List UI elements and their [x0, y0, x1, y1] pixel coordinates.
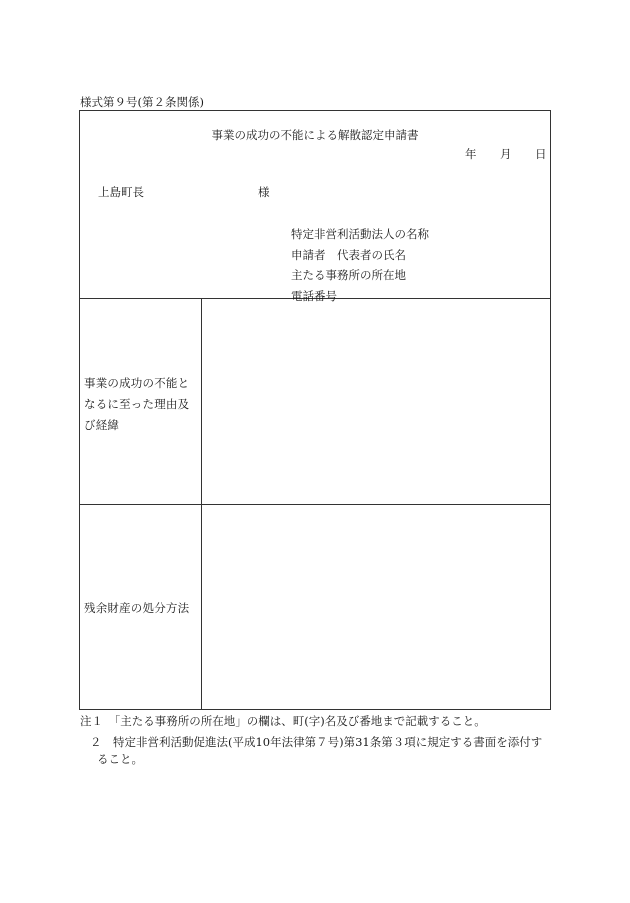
row-divider [79, 504, 551, 505]
reason-row-label: 事業の成功の不能となるに至った理由及び経緯 [84, 376, 190, 432]
disposal-row-label: 残余財産の処分方法 [84, 601, 190, 615]
addressee-honorific: 様 [258, 185, 270, 199]
applicant-phone-label: 電話番号 [291, 288, 337, 303]
form-number: 様式第９号(第２条関係) [80, 95, 204, 109]
applicant-block [291, 224, 429, 306]
date-day-label: 日 [535, 147, 547, 161]
applicant-office-address-label: 主たる事務所の所在地 [291, 268, 406, 282]
note-2: ２ 特定非営利活動促進法(平成10年法律第７号)第31条第３項に規定する書面を添付す [90, 735, 543, 749]
note-1: 注１ 「主たる事務所の所在地」の欄は、町(字)名及び番地まで記載すること。 [80, 714, 486, 728]
document-title: 事業の成功の不能による解散認定申請書 [211, 128, 419, 142]
applicant-org-name-label: 特定非営利活動法人の名称 [291, 227, 429, 241]
date-year-label: 年 [465, 147, 477, 161]
addressee-name: 上島町長 [98, 185, 144, 199]
applicant-representative-label: 申請者 代表者の氏名 [291, 247, 406, 262]
date-month-label: 月 [500, 147, 512, 161]
label-column-divider [201, 298, 202, 710]
note-2-continuation: ること。 [97, 752, 143, 766]
